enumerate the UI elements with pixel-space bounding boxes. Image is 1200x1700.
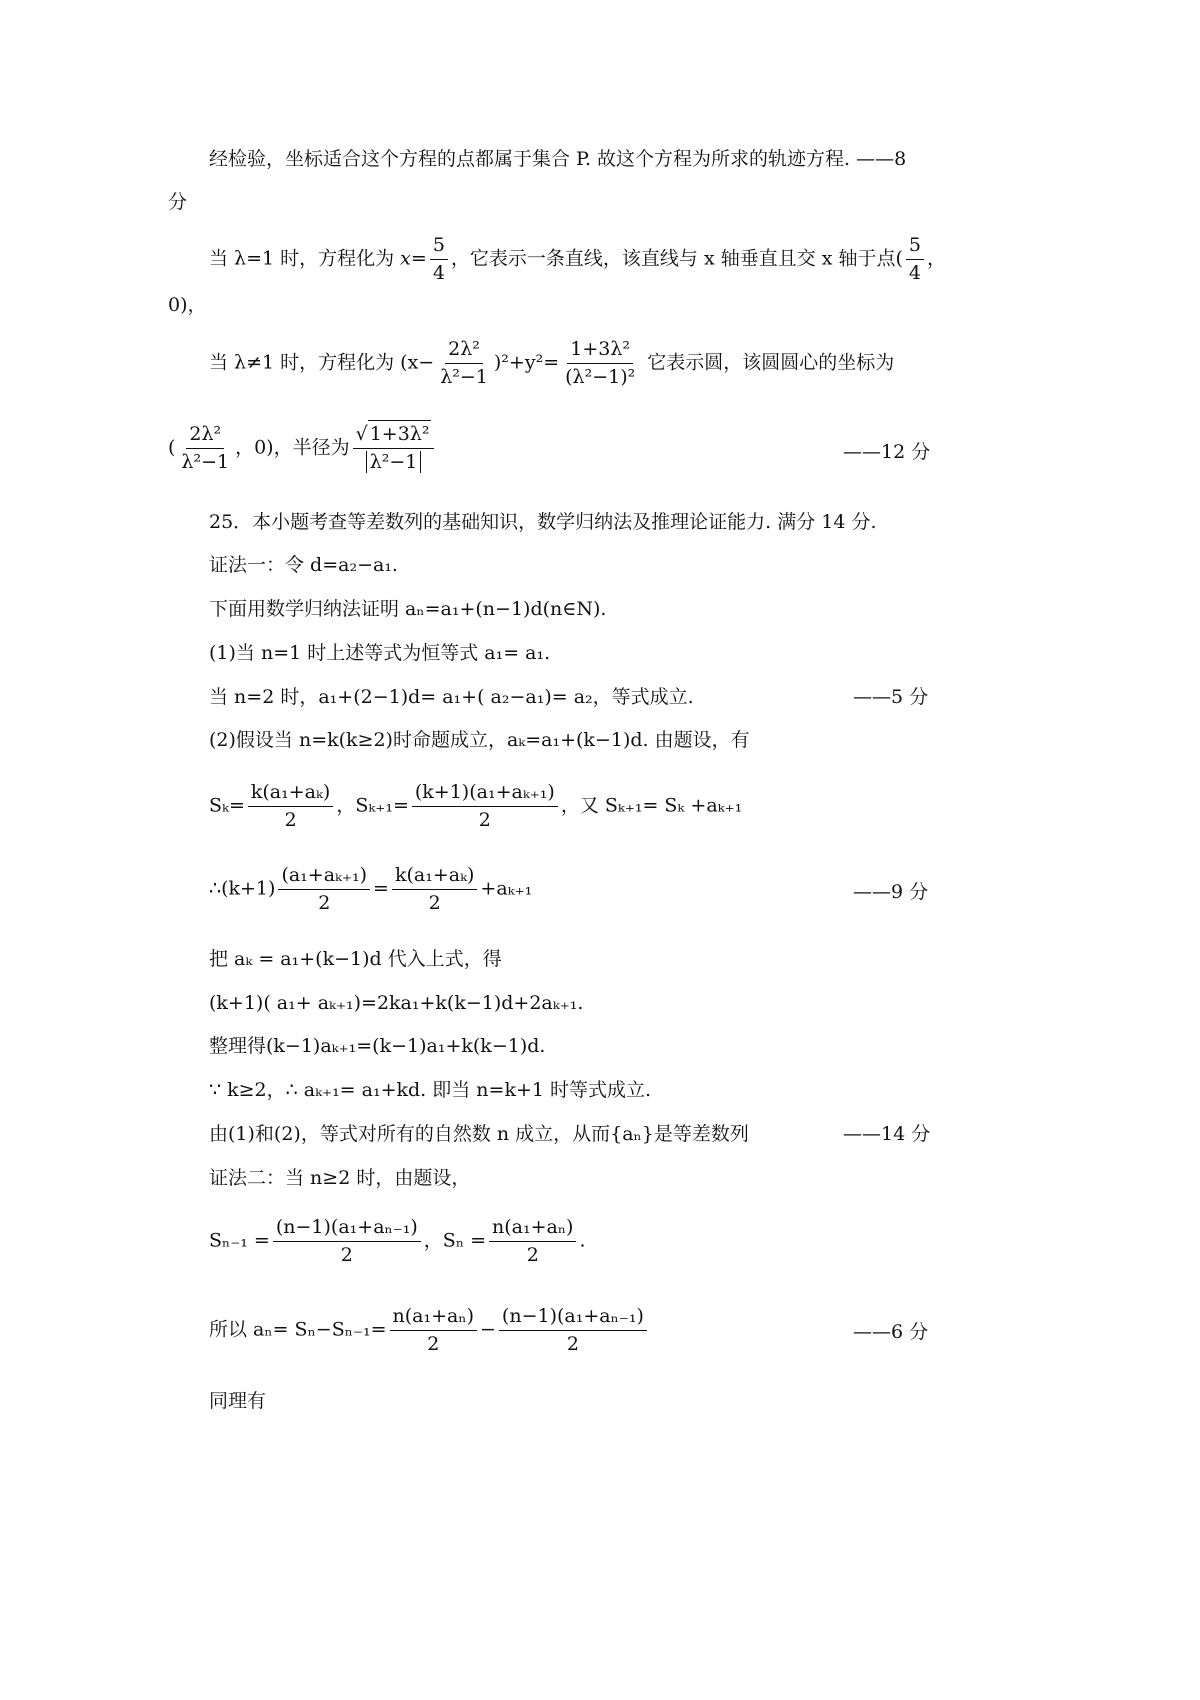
- text-line-score-unit: 分: [168, 191, 188, 213]
- denominator: [363, 449, 425, 472]
- text-fragment: ，: [927, 247, 947, 270]
- text-fragment: 当 λ≠1 时，方程化为 (x−: [209, 351, 435, 374]
- numerator: 1+3λ²: [567, 340, 633, 364]
- fraction-center: [178, 425, 232, 472]
- score-5: ——5 分: [853, 686, 929, 708]
- denominator: 2: [526, 1244, 539, 1266]
- fraction-Sn1: [273, 1218, 421, 1265]
- denominator: 2: [318, 892, 331, 914]
- text-fragment: Sₖ=: [209, 794, 245, 817]
- denominator: 2: [427, 1333, 440, 1355]
- text-fragment: ，又 Sₖ₊₁= Sₖ +aₖ₊₁: [560, 794, 743, 817]
- text-line-induction: 下面用数学归纳法证明 aₙ=a₁+(n−1)d(n∈N).: [209, 598, 607, 620]
- denominator: 4: [432, 262, 445, 284]
- fraction-radius-sq: [562, 340, 638, 387]
- text-line-similarly: 同理有: [209, 1390, 267, 1412]
- text-line-simplify: 整理得(k−1)aₖ₊₁=(k−1)a₁+k(k−1)d.: [209, 1035, 546, 1057]
- denominator: 2: [428, 892, 441, 914]
- denominator: (λ²−1)²: [565, 366, 636, 388]
- text-line-problem-25: 25．本小题考查等差数列的基础知识，数学归纳法及推理论证能力. 满分 14 分.: [209, 511, 877, 533]
- fraction-left: [278, 866, 370, 913]
- fraction-5-4: [906, 236, 924, 283]
- score-9: ——9 分: [853, 881, 929, 903]
- fraction-Sk: [248, 783, 333, 830]
- text-line-an: [209, 1307, 650, 1354]
- text-line-proof1: 证法一：令 d=a₂−a₁.: [209, 554, 398, 576]
- text-line-conclusion: 由(1)和(2)，等式对所有的自然数 n 成立，从而{aₙ}是等差数列: [209, 1123, 749, 1145]
- text-fragment: Sₖ₊₁=: [355, 794, 409, 817]
- fraction-radius: [353, 425, 435, 472]
- text-line-lambda-eq-1: [209, 236, 946, 283]
- numerator: (n−1)(a₁+aₙ₋₁): [273, 1218, 421, 1242]
- text-line-proof2: 证法二：当 n≥2 时，由题设，: [209, 1167, 471, 1189]
- denominator: 2: [566, 1333, 579, 1355]
- text-line-therefore: [209, 866, 532, 913]
- numerator: 2λ²: [445, 340, 483, 364]
- numerator: k(a₁+aₖ): [392, 866, 477, 890]
- text-line-because: ∵ k≥2，∴ aₖ₊₁= a₁+kd. 即当 n=k+1 时等式成立.: [209, 1079, 652, 1101]
- equals: =: [373, 877, 389, 900]
- text-line-case1: (1)当 n=1 时上述等式为恒等式 a₁= a₁.: [209, 642, 551, 664]
- text-line-n2: 当 n=2 时，a₁+(2−1)d= a₁+( a₂−a₁)= a₂，等式成立.: [209, 686, 694, 708]
- equals: =: [410, 247, 427, 270]
- text-line-substitute: 把 aₖ = a₁+(k−1)d 代入上式，得: [209, 948, 502, 970]
- text-line-expand: (k+1)( a₁+ aₖ₊₁)=2ka₁+k(k−1)d+2aₖ₊₁.: [209, 992, 584, 1014]
- denominator: 2: [478, 809, 491, 831]
- numerator: 5: [906, 236, 924, 260]
- text-fragment: )²+y²=: [493, 351, 560, 374]
- numerator: n(a₁+aₙ): [489, 1218, 576, 1242]
- sqrt-content: 1+3λ²: [368, 420, 432, 445]
- text-line-lambda-neq-1: [209, 340, 894, 387]
- fraction-right: [392, 866, 477, 913]
- text-fragment: Sₙ₋₁ =: [209, 1229, 270, 1252]
- denominator: λ²−1: [181, 451, 230, 473]
- denominator: 2: [284, 809, 297, 831]
- score-6: ——6 分: [853, 1321, 929, 1343]
- text-fragment: 所以 aₙ= Sₙ−Sₙ₋₁=: [209, 1318, 387, 1341]
- text-line-check: 经检验，坐标适合这个方程的点都属于集合 P. 故这个方程为所求的轨迹方程. ——8: [209, 148, 907, 170]
- minus: −: [480, 1318, 496, 1341]
- fraction-Sn: [489, 1218, 576, 1265]
- text-fragment: ，它表示一条直线，该直线与 x 轴垂直且交 x 轴于点(: [450, 247, 903, 270]
- numerator: 2λ²: [186, 425, 224, 449]
- fraction-n1: [499, 1307, 647, 1354]
- text-fragment: 当 λ=1 时，方程化为: [209, 247, 401, 270]
- text-fragment: (: [168, 436, 176, 459]
- text-line-Sn: [209, 1218, 586, 1265]
- text-fragment: .: [579, 1229, 586, 1252]
- fraction-5-4: [430, 236, 448, 283]
- text-line-sums: Sₖ= $\frac{\text{k(a₁+aₖ)}}{2}$ ，Sₖ₊₁= $\frac{\text{(k+1)(a₁+aₖ₊₁)}}{2}$ ，又 Sₖ₊₁= Sₖ +aₖ₊₁: [209, 781, 743, 831]
- numerator: (k+1)(a₁+aₖ₊₁): [412, 783, 558, 807]
- text-fragment: ，0)，半径为: [235, 436, 350, 459]
- numerator: n(a₁+aₙ): [390, 1307, 477, 1331]
- fraction-center: [437, 340, 491, 387]
- text-line-zero: 0)，: [168, 294, 207, 316]
- abs-content: λ²−1: [366, 451, 422, 473]
- score-12: ——12 分: [843, 441, 931, 463]
- fraction-n: [390, 1307, 477, 1354]
- score-14: ——14 分: [843, 1123, 931, 1145]
- text-fragment: +aₖ₊₁: [480, 877, 533, 900]
- numerator: 5: [430, 236, 448, 260]
- text-fragment: ∴(k+1): [209, 877, 276, 900]
- text-line-case2: (2)假设当 n=k(k≥2)时命题成立，aₖ=a₁+(k−1)d. 由题设，有: [209, 729, 750, 751]
- var-x: x: [400, 247, 411, 270]
- numerator: k(a₁+aₖ): [248, 783, 333, 807]
- text-fragment: 它表示圆，该圆圆心的坐标为: [641, 351, 895, 374]
- denominator: 4: [908, 262, 922, 284]
- text-fragment: ，Sₙ =: [423, 1229, 486, 1252]
- denominator: λ²−1: [440, 366, 488, 388]
- numerator: (n−1)(a₁+aₙ₋₁): [499, 1307, 647, 1331]
- numerator: (a₁+aₖ₊₁): [278, 866, 370, 890]
- denominator: 2: [340, 1244, 353, 1266]
- numerator: √ 1+3λ²: [353, 425, 435, 449]
- text-line-center-radius: [168, 425, 437, 472]
- fraction-Sk1: [412, 783, 558, 830]
